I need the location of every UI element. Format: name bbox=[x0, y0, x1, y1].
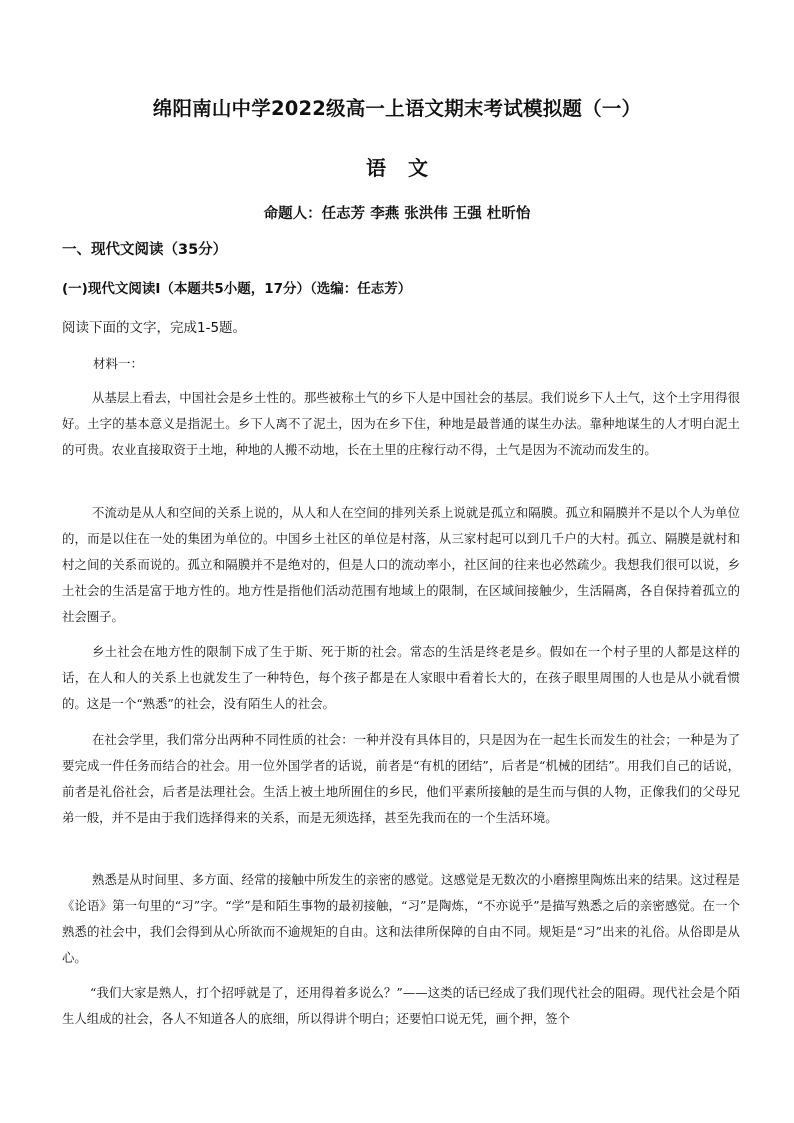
passage-paragraph: 不流动是从人和空间的关系上说的，从人和人在空间的排列关系上说就是孤立和隔膜。孤立和隔膜并不是以个人为单位的，而是以住在一处的集团为单位的。中国乡土社区的单位是村落，从三家村起可以到几千户的大村。孤立、隔膜是就村和村之间的关系而说的。孤立和隔膜并不是绝对的，但是人口的流动率小，社区间的往来也必然疏少。我想我们很可以说，乡土社会的生活是富于地方性的。地方性是指他们活动范围有地域上的限制，在区域间接触少，生活隔离，各自保持着孤立的社会圈子。 bbox=[62, 505, 740, 624]
passage-paragraph: 从基层上看去，中国社会是乡土性的。那些被称土气的乡下人是中国社会的基层。我们说乡下人土气，这个土字用得很好。土字的基本意义是指泥土。乡下人离不了泥土，因为在乡下住，种地是最普通的谋生办法。靠种地谋生的人才明白泥土的可贵。农业直接取资于土地，种地的人搬不动地，长在土里的庄稼行动不得，土气是因为不流动而发生的。 bbox=[62, 390, 740, 457]
section-heading: 一、现代文阅读（35分） bbox=[62, 242, 228, 258]
material-label: 材料一： bbox=[93, 356, 144, 371]
passage-paragraph: “我们大家是熟人，打个招呼就是了，还用得着多说么？”——这类的话已经成了我们现代社会的阻碍。现代社会是个陌生人组成的社会，各人不知道各人的底细，所以得讲个明白；还要怕口说无凭，画个押，签个 bbox=[62, 985, 740, 1026]
subject-title: 语文 bbox=[366, 156, 450, 180]
passage-paragraph: 在社会学里，我们常分出两种不同性质的社会：一种并没有具体目的，只是因为在一起生长而发生的社会；一种是为了要完成一件任务而结合的社会。用一位外国学者的话说，前者是“有机的团结”，后者是“机械的团结”。用我们自己的话说，前者是礼俗社会，后者是法理社会。生活上被土地所囿住的乡民，他们平素所接触的是生而与俱的人物，正像我们的父母兄弟一般，并不是由于我们选择得来的关系，而是无须选择，甚至先我而在的一个生活环境。 bbox=[62, 732, 740, 825]
subsection-heading: (一)现代文阅读Ⅰ（本题共5小题，17分）（选编：任志芳） bbox=[62, 281, 412, 297]
passage-paragraph: 乡土社会在地方性的限制下成了生于斯、死于斯的社会。常态的生活是终老是乡。假如在一个村子里的人都是这样的话，在人和人的关系上也就发生了一种特色，每个孩子都是在人家眼中看着长大的，在孩子眼里周围的人也是从小就看惯的。这是一个“熟悉”的社会，没有陌生人的社会。 bbox=[62, 644, 740, 711]
authors-line: 命题人：任志芳 李燕 张洪伟 王强 杜昕怡 bbox=[263, 206, 531, 222]
passage-paragraph: 熟悉是从时间里、多方面、经常的接触中所发生的亲密的感觉。这感觉是无数次的小磨擦里陶炼出来的结果。这过程是《论语》第一句里的“习”字。“学”是和陌生事物的最初接触，“习”是陶炼，“不亦说乎”是描写熟悉之后的亲密感觉。在一个熟悉的社会中，我们会得到从心所欲而不逾规矩的自由。这和法律所保障的自由不同。规矩是“习”出来的礼俗。从俗即是从心。 bbox=[62, 872, 740, 965]
reading-instruction: 阅读下面的文字，完成1-5题。 bbox=[62, 320, 247, 336]
exam-title: 绵阳南山中学2022级高一上语文期末考试模拟题（一） bbox=[152, 97, 642, 120]
